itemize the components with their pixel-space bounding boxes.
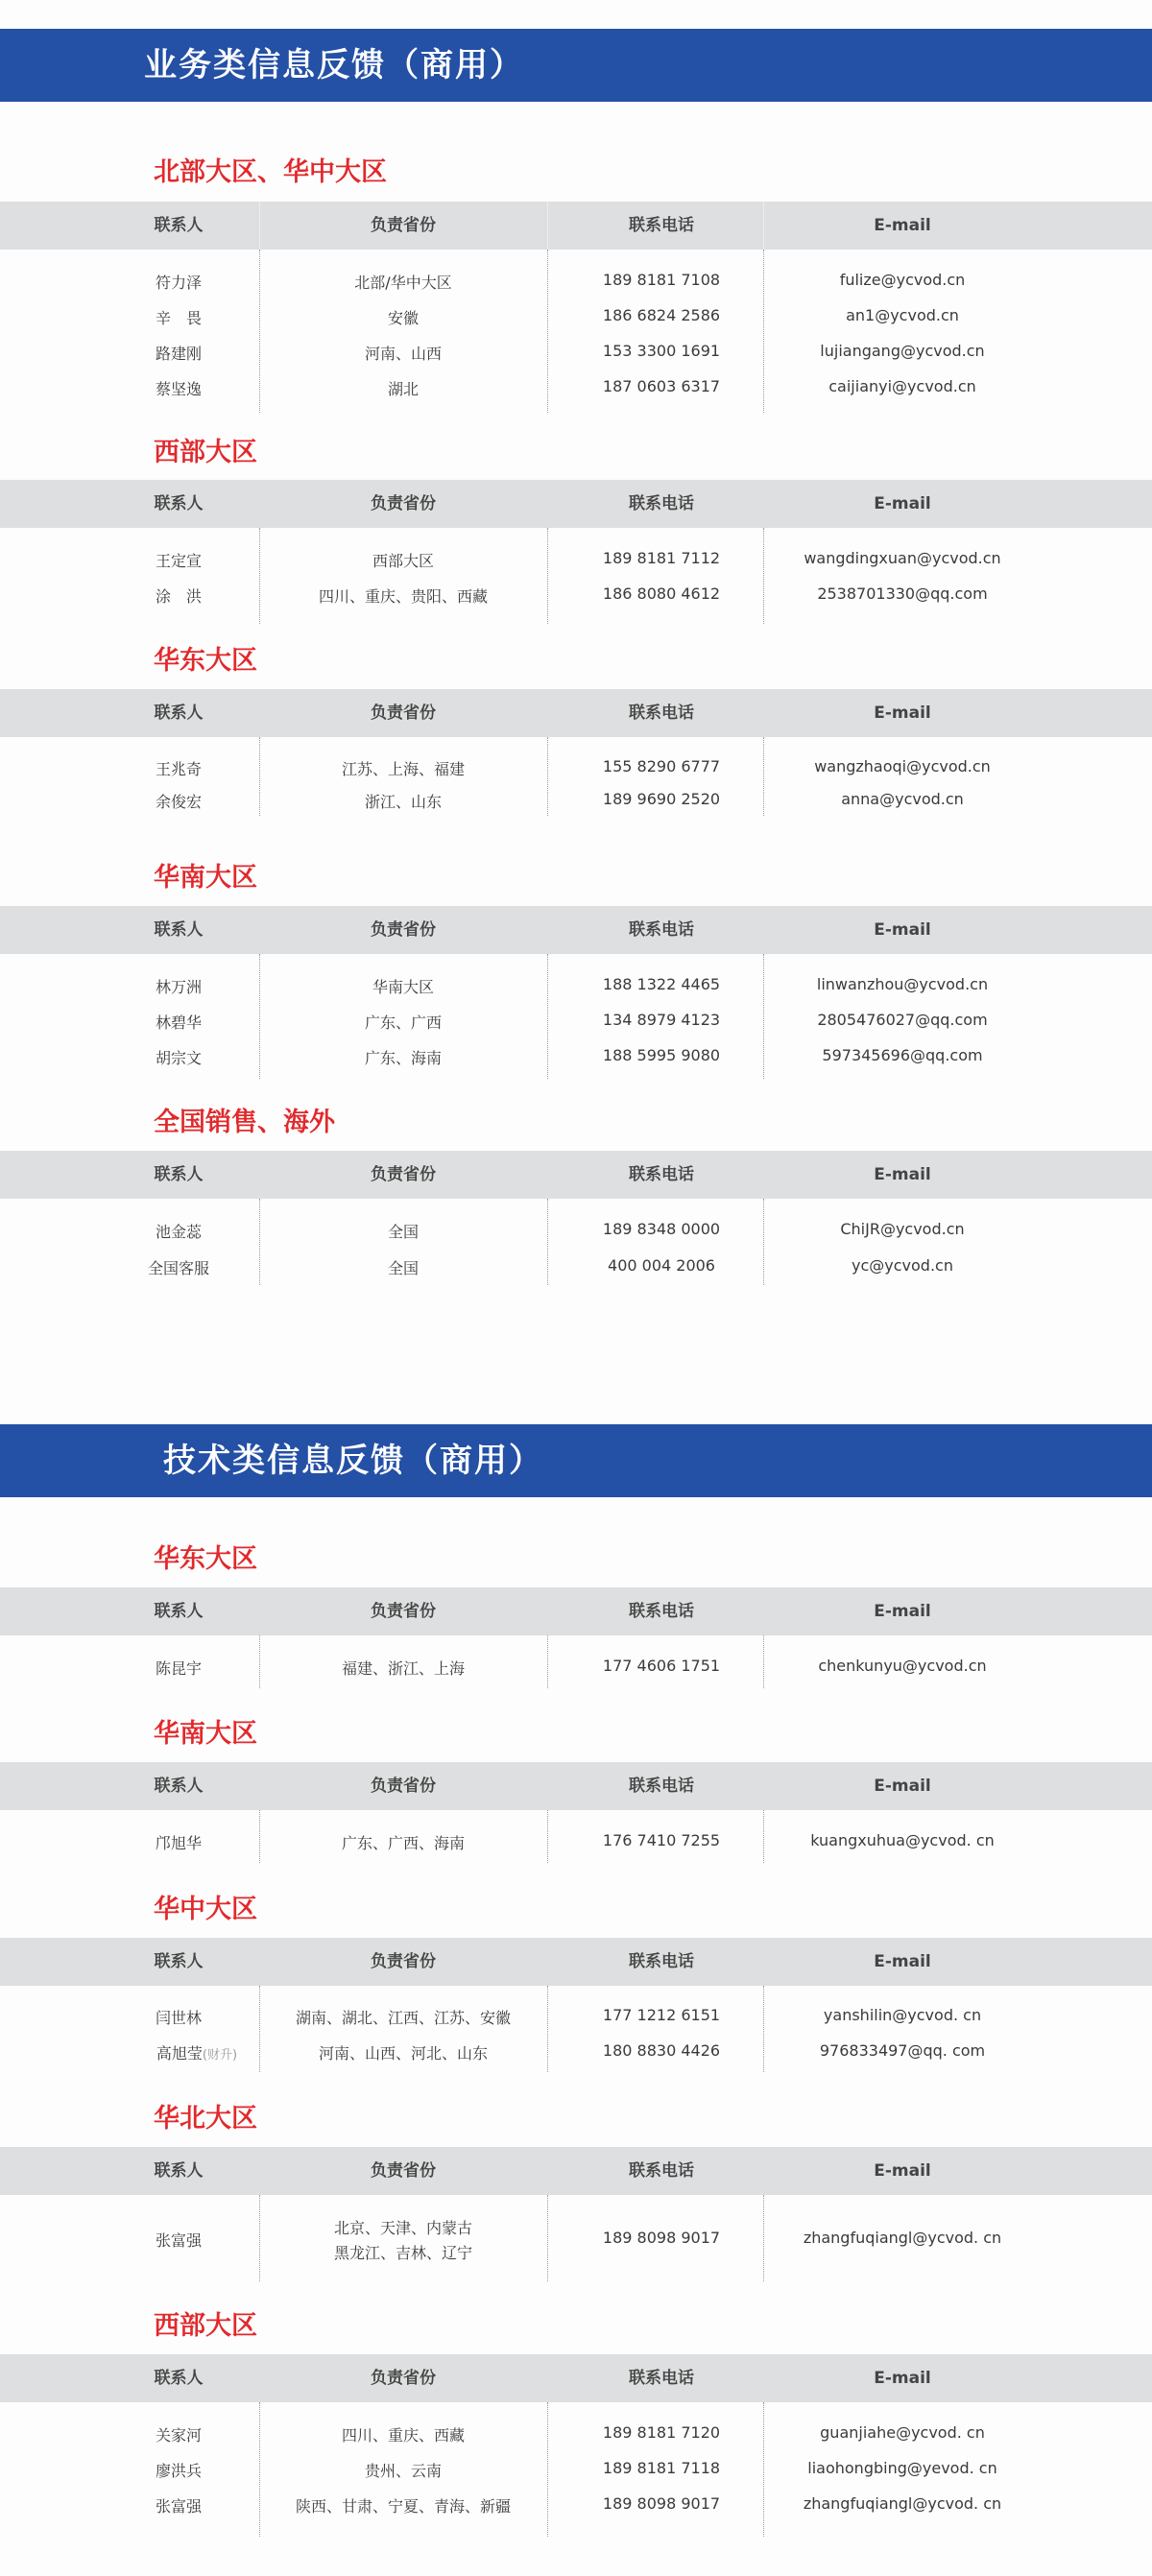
province: 西部大区 [372,552,434,570]
province: 河南、山西 [364,345,442,363]
header-email: E-mail [874,1165,931,1184]
header-province: 负责省份 [371,1165,436,1184]
header-contact: 联系人 [154,920,204,940]
table-body [0,528,1152,624]
email: zhangfuqiangl@ycvod. cn [803,2494,1002,2513]
contact-name: 王兆奇 [155,760,202,778]
province: 四川、重庆、西藏 [341,2426,465,2445]
header-phone: 联系电话 [629,704,694,723]
phone: 189 8181 7108 [602,271,721,289]
header-contact: 联系人 [154,2369,204,2388]
table-body [0,2195,1152,2281]
header-phone: 联系电话 [629,920,694,940]
contact-name: 全国客服 [147,1259,209,1277]
province: 贵州、云南 [364,2462,442,2480]
contact-name: 高旭莹(财升) [156,2044,238,2063]
phone: 186 6824 2586 [602,306,721,324]
contact-name: 王定宣 [155,552,202,570]
contact-name: 廖洪兵 [155,2462,202,2480]
province: 四川、重庆、贵阳、西藏 [318,587,488,606]
phone: 188 5995 9080 [602,1046,721,1064]
section-title: 业务类信息反馈（商用） [144,46,524,84]
table-header [0,480,1152,528]
phone: 155 8290 6777 [602,757,721,775]
phone: 134 8979 4123 [602,1011,721,1029]
contact-name: 辛 畏 [155,309,202,327]
table-header [0,2147,1152,2195]
region-title: 西部大区 [154,438,257,467]
contact-name: 涂 洪 [155,587,202,606]
contact-name: 胡宗文 [155,1049,202,1067]
header-province: 负责省份 [371,1777,436,1796]
header-province: 负责省份 [371,216,436,235]
header-email: E-mail [874,704,931,723]
contact-name: 池金蕊 [155,1223,202,1241]
header-email: E-mail [874,1777,931,1796]
email: 2538701330@qq.com [817,584,988,603]
table-header [0,1151,1152,1199]
header-contact: 联系人 [154,1952,204,1971]
header-province: 负责省份 [371,2369,436,2388]
header-contact: 联系人 [154,494,204,513]
region-title: 华北大区 [154,2104,257,2134]
email: lujiangang@ycvod.cn [820,342,985,360]
contact-name: 蔡坚逸 [155,380,202,398]
table-body [0,1199,1152,1285]
table-body [0,1986,1152,2072]
email: anna@ycvod.cn [841,790,964,808]
email: linwanzhou@ycvod.cn [816,975,989,993]
header-phone: 联系电话 [629,1952,694,1971]
contact-name: 路建刚 [155,345,202,363]
email: yanshilin@ycvod. cn [823,2006,982,2024]
table-header [0,689,1152,737]
province: 全国 [387,1259,419,1277]
email: an1@ycvod.cn [846,306,959,324]
province: 湖北 [387,380,419,398]
table-body [0,1810,1152,1863]
table-body [0,250,1152,413]
region-title: 华东大区 [154,646,257,676]
table-header [0,906,1152,954]
header-contact: 联系人 [154,1602,204,1621]
table-body [0,2402,1152,2537]
table-header [0,2354,1152,2402]
region-title: 华东大区 [154,1544,257,1574]
email: 597345696@qq.com [822,1046,983,1064]
header-phone: 联系电话 [629,1165,694,1184]
province: 北京、天津、内蒙古 [333,2219,472,2237]
header-phone: 联系电话 [629,494,694,513]
phone: 189 8181 7120 [602,2423,721,2442]
header-phone: 联系电话 [629,2161,694,2181]
phone: 187 0603 6317 [602,377,721,395]
contact-note: (财升) [202,2048,238,2063]
province: 黑龙江、吉林、辽宁 [333,2244,472,2262]
region-title: 华南大区 [154,863,257,893]
phone: 189 9690 2520 [602,790,721,808]
phone: 153 3300 1691 [602,342,721,360]
phone: 188 1322 4465 [602,975,721,993]
header-phone: 联系电话 [629,216,694,235]
province: 江苏、上海、福建 [341,760,465,778]
phone: 189 8098 9017 [602,2229,721,2247]
email: wangzhaoqi@ycvod.cn [814,757,991,775]
header-email: E-mail [874,920,931,940]
email: kuangxuhua@ycvod. cn [810,1831,995,1849]
region-title: 西部大区 [154,2311,257,2341]
header-province: 负责省份 [371,704,436,723]
header-contact: 联系人 [154,216,204,235]
province: 北部/华中大区 [354,274,452,292]
contact-name: 张富强 [155,2497,202,2516]
phone: 189 8181 7112 [602,549,721,567]
province: 广东、广西 [364,1014,442,1032]
header-email: E-mail [874,2369,931,2388]
header-email: E-mail [874,494,931,513]
province: 福建、浙江、上海 [341,1659,465,1678]
email: 2805476027@qq.com [817,1011,988,1029]
email: liaohongbing@yevod. cn [807,2459,997,2477]
section-banner [0,29,1152,102]
phone: 176 7410 7255 [602,1831,721,1849]
province: 全国 [387,1223,419,1241]
email: guanjiahe@ycvod. cn [820,2423,985,2442]
table-body [0,737,1152,816]
province: 陕西、甘肃、宁夏、青海、新疆 [295,2497,511,2516]
header-email: E-mail [874,1602,931,1621]
email: fulize@ycvod.cn [839,271,966,289]
section-title: 技术类信息反馈（商用） [163,1442,543,1480]
email: wangdingxuan@ycvod.cn [804,549,1001,567]
contact-name: 符力泽 [155,274,202,292]
phone: 189 8348 0000 [602,1220,721,1238]
table-header [0,1587,1152,1635]
phone: 180 8830 4426 [602,2041,721,2060]
table-header [0,202,1152,250]
header-phone: 联系电话 [629,1777,694,1796]
contact-name: 林万洲 [155,978,202,996]
contact-name: 关家河 [155,2426,202,2445]
contact-name: 余俊宏 [155,793,202,811]
phone: 189 8181 7118 [602,2459,721,2477]
header-email: E-mail [874,216,931,235]
header-email: E-mail [874,1952,931,1971]
header-contact: 联系人 [154,1165,204,1184]
contact-name: 闫世林 [155,2009,202,2027]
region-title: 北部大区、华中大区 [154,157,387,187]
email: caijianyi@ycvod.cn [828,377,976,395]
phone: 400 004 2006 [608,1256,715,1275]
phone: 177 1212 6151 [602,2006,721,2024]
province: 河南、山西、河北、山东 [318,2044,488,2063]
header-province: 负责省份 [371,1952,436,1971]
contact-name: 张富强 [155,2231,202,2250]
header-province: 负责省份 [371,920,436,940]
contact-name: 邝旭华 [155,1834,202,1852]
email: 976833497@qq. com [819,2041,986,2060]
header-phone: 联系电话 [629,1602,694,1621]
header-province: 负责省份 [371,2161,436,2181]
header-contact: 联系人 [154,2161,204,2181]
province: 浙江、山东 [364,793,442,811]
header-email: E-mail [874,2161,931,2181]
email: yc@ycvod.cn [852,1256,953,1275]
table-header [0,1938,1152,1986]
province: 广东、海南 [364,1049,442,1067]
header-contact: 联系人 [154,704,204,723]
header-phone: 联系电话 [629,2369,694,2388]
section-banner [0,1424,1152,1497]
header-province: 负责省份 [371,494,436,513]
region-title: 全国销售、海外 [154,1108,335,1137]
province: 华南大区 [372,978,434,996]
email: chenkunyu@ycvod.cn [818,1657,987,1675]
region-title: 华中大区 [154,1895,257,1924]
table-body [0,954,1152,1079]
header-contact: 联系人 [154,1777,204,1796]
region-title: 华南大区 [154,1719,257,1749]
email: zhangfuqiangl@ycvod. cn [803,2229,1002,2247]
province: 广东、广西、海南 [341,1834,465,1852]
phone: 186 8080 4612 [602,584,721,603]
table-body [0,1635,1152,1688]
province: 安徽 [387,309,419,327]
email: ChiJR@ycvod.cn [840,1220,965,1238]
contact-name: 陈昆宇 [155,1659,202,1678]
province: 湖南、湖北、江西、江苏、安徽 [295,2009,511,2027]
phone: 189 8098 9017 [602,2494,721,2513]
header-province: 负责省份 [371,1602,436,1621]
table-header [0,1762,1152,1810]
contact-name: 林碧华 [155,1014,202,1032]
phone: 177 4606 1751 [602,1657,721,1675]
